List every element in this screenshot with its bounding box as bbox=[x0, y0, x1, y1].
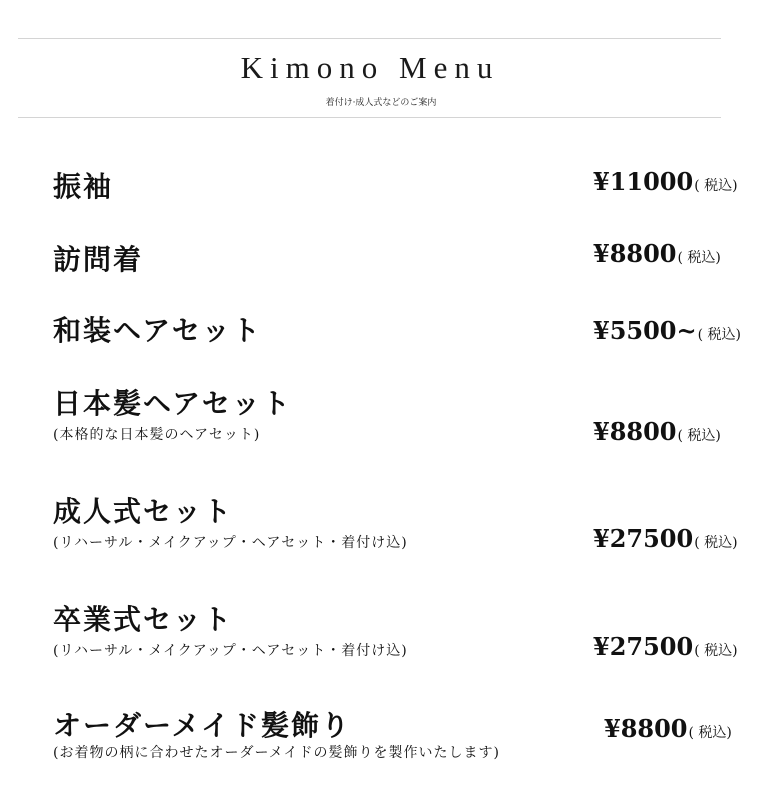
menu-item-note: (リハーサル・メイクアップ・ヘアセット・着付け込) bbox=[53, 535, 408, 551]
menu-item-price bbox=[593, 167, 738, 196]
menu-item-note: (本格的な日本髪のヘアセット) bbox=[53, 427, 261, 443]
menu-item-note: (お着物の柄に合わせたオーダーメイドの髪飾りを製作いたします) bbox=[53, 745, 500, 761]
price-value: ¥27500 bbox=[593, 632, 694, 661]
price-value: ¥5500~ bbox=[593, 316, 697, 345]
menu-item-price bbox=[593, 417, 721, 446]
header-top-divider bbox=[18, 38, 721, 39]
header-bottom-divider bbox=[18, 117, 721, 118]
menu-item-price bbox=[593, 524, 738, 553]
menu-item-name: 卒業式セット bbox=[53, 603, 234, 636]
menu-item-price bbox=[604, 714, 732, 743]
menu-item-name: 和装ヘアセット bbox=[53, 314, 262, 347]
tax-label: ( 税込) bbox=[694, 178, 738, 194]
price-value: ¥8800 bbox=[593, 417, 677, 446]
price-value: ¥11000 bbox=[593, 167, 694, 196]
menu-item-name: 日本髪ヘアセット bbox=[53, 387, 292, 420]
tax-label: ( 税込) bbox=[677, 428, 721, 444]
tax-label: ( 税込) bbox=[677, 250, 721, 266]
menu-item-name: 訪問着 bbox=[53, 243, 144, 276]
tax-label: ( 税込) bbox=[694, 643, 738, 659]
tax-label: ( 税込) bbox=[694, 535, 738, 551]
menu-item-price bbox=[593, 316, 741, 345]
menu-item-note: (リハーサル・メイクアップ・ヘアセット・着付け込) bbox=[53, 643, 408, 659]
page-subtitle: 着付け·成人式などのご案内 bbox=[325, 98, 437, 108]
tax-label: ( 税込) bbox=[688, 725, 732, 741]
tax-label: ( 税込) bbox=[697, 327, 741, 343]
price-value: ¥8800 bbox=[593, 239, 677, 268]
page-title: Kimono Menu bbox=[240, 50, 500, 85]
menu-item-price bbox=[593, 239, 721, 268]
price-value: ¥27500 bbox=[593, 524, 694, 553]
menu-item-name: 成人式セット bbox=[53, 495, 234, 528]
price-value: ¥8800 bbox=[604, 714, 688, 743]
menu-item-price bbox=[593, 632, 738, 661]
menu-item-name: 振袖 bbox=[53, 170, 114, 203]
menu-item-name: オーダーメイド髪飾り bbox=[53, 709, 352, 742]
